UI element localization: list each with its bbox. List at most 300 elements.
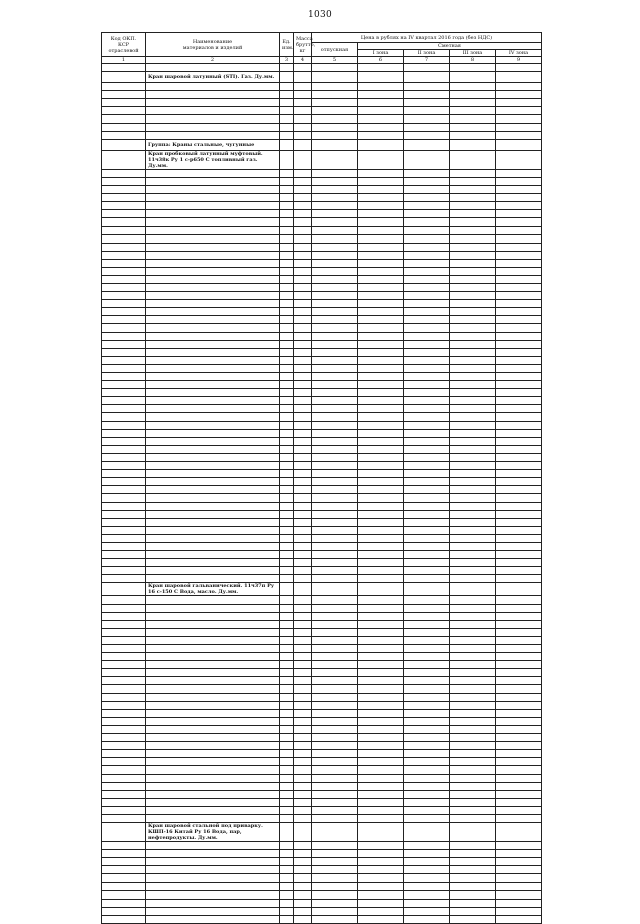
table-cell	[294, 324, 312, 332]
table-cell	[102, 790, 146, 798]
table-cell	[146, 842, 280, 850]
table-cell	[358, 661, 404, 669]
table-cell	[358, 494, 404, 502]
table-cell	[496, 227, 542, 235]
table-cell	[146, 99, 280, 107]
table-cell	[294, 782, 312, 790]
table-cell	[404, 267, 450, 275]
table-cell	[280, 798, 294, 806]
table-cell	[280, 899, 294, 907]
table-cell	[450, 316, 496, 324]
table-cell	[280, 115, 294, 123]
table-row	[102, 421, 542, 429]
table-cell	[102, 177, 146, 185]
table-cell	[496, 64, 542, 72]
table-cell	[404, 202, 450, 210]
table-cell	[294, 453, 312, 461]
table-cell	[294, 661, 312, 669]
table-cell	[450, 858, 496, 866]
table-cell	[102, 653, 146, 661]
table-cell	[294, 596, 312, 604]
table-cell	[496, 348, 542, 356]
table-cell	[358, 243, 404, 251]
table-cell	[312, 604, 358, 612]
table-cell	[312, 677, 358, 685]
table-cell	[496, 899, 542, 907]
table-cell	[294, 774, 312, 782]
table-cell	[450, 677, 496, 685]
table-row	[102, 373, 542, 381]
table-cell	[496, 866, 542, 874]
table-cell	[404, 332, 450, 340]
table-cell	[146, 814, 280, 822]
table-cell	[496, 210, 542, 218]
column-number: 3	[280, 57, 294, 64]
table-cell	[450, 177, 496, 185]
table-cell	[450, 453, 496, 461]
table-cell	[404, 373, 450, 381]
table-row	[102, 551, 542, 559]
table-row	[102, 758, 542, 766]
table-cell	[358, 669, 404, 677]
table-cell	[358, 462, 404, 470]
table-cell	[102, 636, 146, 644]
table-cell	[294, 131, 312, 139]
table-cell	[312, 373, 358, 381]
table-cell	[102, 115, 146, 123]
table-cell	[102, 405, 146, 413]
table-cell	[280, 470, 294, 478]
table-cell	[450, 373, 496, 381]
table-cell	[404, 356, 450, 364]
table-cell	[280, 628, 294, 636]
table-cell	[312, 210, 358, 218]
table-cell	[146, 259, 280, 267]
table-cell	[450, 64, 496, 72]
table-cell	[496, 251, 542, 259]
table-row	[102, 734, 542, 742]
table-cell	[496, 858, 542, 866]
table-cell	[146, 169, 280, 177]
table-cell	[102, 612, 146, 620]
table-cell	[404, 123, 450, 131]
table-cell	[450, 470, 496, 478]
table-cell	[294, 185, 312, 193]
table-cell	[102, 899, 146, 907]
table-cell	[102, 259, 146, 267]
table-cell	[404, 542, 450, 550]
table-cell	[102, 123, 146, 131]
table-cell	[102, 717, 146, 725]
table-cell	[312, 131, 358, 139]
table-cell	[404, 636, 450, 644]
table-cell	[102, 316, 146, 324]
table-cell	[312, 899, 358, 907]
table-cell	[404, 243, 450, 251]
table-cell	[280, 348, 294, 356]
table-cell	[358, 842, 404, 850]
table-cell	[450, 494, 496, 502]
table-cell	[450, 915, 496, 923]
table-cell	[450, 725, 496, 733]
table-cell	[146, 742, 280, 750]
table-row	[102, 107, 542, 115]
table-cell	[102, 470, 146, 478]
table-cell	[358, 373, 404, 381]
table-cell	[146, 510, 280, 518]
table-cell	[450, 131, 496, 139]
table-cell	[146, 534, 280, 542]
table-cell	[146, 653, 280, 661]
table-cell	[280, 806, 294, 814]
table-cell	[496, 478, 542, 486]
table-row	[102, 259, 542, 267]
table-cell	[146, 413, 280, 421]
table-cell	[450, 526, 496, 534]
table-cell	[450, 766, 496, 774]
table-cell	[496, 551, 542, 559]
table-row	[102, 348, 542, 356]
table-cell	[358, 907, 404, 915]
table-cell	[146, 596, 280, 604]
table-cell	[358, 348, 404, 356]
table-cell	[450, 397, 496, 405]
table-cell	[496, 653, 542, 661]
table-cell	[358, 202, 404, 210]
table-cell	[496, 202, 542, 210]
table-cell	[312, 510, 358, 518]
table-cell	[358, 915, 404, 923]
table-cell	[312, 381, 358, 389]
table-cell	[450, 243, 496, 251]
table-row	[102, 243, 542, 251]
table-cell	[404, 64, 450, 72]
table-cell	[358, 882, 404, 890]
table-row	[102, 636, 542, 644]
table-cell	[102, 421, 146, 429]
table-cell	[496, 185, 542, 193]
table-cell	[146, 177, 280, 185]
table-cell	[450, 251, 496, 259]
table-cell	[146, 750, 280, 758]
table-cell	[312, 453, 358, 461]
table-cell	[404, 882, 450, 890]
table-row	[102, 858, 542, 866]
table-cell	[102, 526, 146, 534]
table-cell	[312, 389, 358, 397]
table-cell	[280, 185, 294, 193]
table-cell	[280, 340, 294, 348]
table-cell	[312, 123, 358, 131]
table-cell	[312, 227, 358, 235]
table-cell	[294, 842, 312, 850]
table-row	[102, 899, 542, 907]
table-cell	[146, 774, 280, 782]
table-cell	[358, 814, 404, 822]
table-cell	[312, 445, 358, 453]
table-row	[102, 526, 542, 534]
table-cell	[146, 559, 280, 567]
table-cell	[358, 185, 404, 193]
table-row	[102, 202, 542, 210]
unit-column-header: Ед. изм.	[280, 33, 294, 57]
table-cell	[358, 381, 404, 389]
table-cell	[294, 677, 312, 685]
table-cell	[404, 645, 450, 653]
table-cell	[496, 316, 542, 324]
table-cell	[358, 413, 404, 421]
table-row	[102, 604, 542, 612]
table-cell	[312, 332, 358, 340]
table-cell	[450, 742, 496, 750]
table-cell	[358, 429, 404, 437]
table-cell	[312, 742, 358, 750]
table-cell	[404, 874, 450, 882]
table-cell	[496, 604, 542, 612]
table-cell	[102, 915, 146, 923]
table-cell	[294, 486, 312, 494]
table-row	[102, 429, 542, 437]
table-cell	[312, 275, 358, 283]
column-number: 5	[312, 57, 358, 64]
table-row	[102, 542, 542, 550]
table-cell	[496, 842, 542, 850]
table-cell	[496, 717, 542, 725]
table-cell	[294, 534, 312, 542]
table-cell	[450, 874, 496, 882]
table-cell	[312, 534, 358, 542]
table-cell	[358, 259, 404, 267]
table-cell	[146, 275, 280, 283]
table-cell	[102, 397, 146, 405]
table-cell	[358, 275, 404, 283]
table-cell	[450, 502, 496, 510]
table-cell	[496, 462, 542, 470]
section-heading-row	[102, 150, 542, 169]
table-cell	[294, 907, 312, 915]
table-cell	[450, 575, 496, 583]
table-cell	[358, 235, 404, 243]
table-cell	[280, 620, 294, 628]
table-cell	[102, 575, 146, 583]
table-cell	[280, 774, 294, 782]
table-cell	[294, 421, 312, 429]
table-row	[102, 99, 542, 107]
table-cell	[312, 185, 358, 193]
table-cell	[404, 364, 450, 372]
table-cell	[280, 64, 294, 72]
table-cell	[146, 243, 280, 251]
table-cell	[280, 292, 294, 300]
table-cell	[404, 806, 450, 814]
table-cell	[102, 364, 146, 372]
table-cell	[358, 267, 404, 275]
table-cell	[146, 91, 280, 99]
table-cell	[450, 542, 496, 550]
table-cell	[280, 397, 294, 405]
table-cell	[146, 907, 280, 915]
table-cell	[404, 575, 450, 583]
table-cell	[102, 725, 146, 733]
table-cell	[102, 620, 146, 628]
table-cell	[404, 185, 450, 193]
table-cell	[102, 567, 146, 575]
table-cell	[496, 806, 542, 814]
table-cell	[450, 798, 496, 806]
table-body	[102, 64, 542, 924]
table-cell	[312, 907, 358, 915]
table-cell	[102, 210, 146, 218]
table-cell	[496, 445, 542, 453]
table-cell	[146, 308, 280, 316]
table-cell	[312, 750, 358, 758]
table-cell	[358, 316, 404, 324]
table-cell	[312, 107, 358, 115]
table-cell	[404, 758, 450, 766]
table-cell	[450, 421, 496, 429]
table-cell	[358, 551, 404, 559]
table-cell	[146, 267, 280, 275]
table-cell	[146, 115, 280, 123]
table-cell	[496, 701, 542, 709]
table-cell	[102, 782, 146, 790]
table-row	[102, 437, 542, 445]
table-row	[102, 462, 542, 470]
table-cell	[294, 210, 312, 218]
table-cell	[280, 725, 294, 733]
table-cell	[496, 267, 542, 275]
table-cell	[450, 169, 496, 177]
table-cell	[312, 551, 358, 559]
table-cell	[312, 397, 358, 405]
table-cell	[496, 596, 542, 604]
zone4-column-header: IV зона	[496, 50, 542, 57]
table-cell	[102, 882, 146, 890]
table-cell	[312, 559, 358, 567]
table-row	[102, 790, 542, 798]
table-row	[102, 693, 542, 701]
table-cell	[312, 701, 358, 709]
table-cell	[358, 701, 404, 709]
table-row	[102, 661, 542, 669]
table-cell	[312, 292, 358, 300]
table-cell	[450, 185, 496, 193]
table-cell	[102, 453, 146, 461]
price-table	[101, 32, 542, 924]
table-cell	[280, 227, 294, 235]
table-cell	[404, 628, 450, 636]
table-cell	[146, 107, 280, 115]
table-cell	[102, 235, 146, 243]
table-cell	[146, 300, 280, 308]
table-cell	[146, 429, 280, 437]
table-cell	[312, 83, 358, 91]
table-cell	[404, 437, 450, 445]
table-cell	[294, 462, 312, 470]
table-cell	[146, 364, 280, 372]
table-row	[102, 283, 542, 291]
table-cell	[280, 300, 294, 308]
table-row	[102, 620, 542, 628]
table-row	[102, 64, 542, 72]
table-row	[102, 798, 542, 806]
table-cell	[404, 814, 450, 822]
table-cell	[404, 462, 450, 470]
table-cell	[404, 494, 450, 502]
table-cell	[358, 210, 404, 218]
table-cell	[312, 259, 358, 267]
table-cell	[102, 332, 146, 340]
table-cell	[404, 734, 450, 742]
table-cell	[146, 194, 280, 202]
table-cell	[280, 567, 294, 575]
table-row	[102, 725, 542, 733]
section-heading-row	[102, 823, 542, 842]
zone3-column-header: III зона	[450, 50, 496, 57]
table-cell	[294, 259, 312, 267]
table-cell	[450, 628, 496, 636]
table-cell	[450, 429, 496, 437]
table-cell	[312, 486, 358, 494]
table-cell	[358, 283, 404, 291]
table-cell	[294, 348, 312, 356]
table-cell	[404, 169, 450, 177]
table-cell	[358, 332, 404, 340]
table-cell	[404, 348, 450, 356]
table-cell	[312, 782, 358, 790]
table-cell	[280, 750, 294, 758]
table-cell	[102, 194, 146, 202]
table-cell	[496, 332, 542, 340]
table-cell	[496, 502, 542, 510]
table-cell	[404, 131, 450, 139]
table-cell	[280, 364, 294, 372]
table-cell	[102, 429, 146, 437]
table-cell	[404, 478, 450, 486]
table-cell	[312, 364, 358, 372]
table-cell	[146, 470, 280, 478]
table-cell	[294, 725, 312, 733]
table-cell	[312, 478, 358, 486]
table-cell	[280, 429, 294, 437]
table-cell	[102, 308, 146, 316]
table-cell	[102, 107, 146, 115]
table-cell	[280, 494, 294, 502]
table-cell	[280, 701, 294, 709]
table-cell	[404, 915, 450, 923]
table-cell	[146, 620, 280, 628]
table-row	[102, 340, 542, 348]
table-row	[102, 701, 542, 709]
table-cell	[404, 210, 450, 218]
table-cell	[496, 636, 542, 644]
table-cell	[294, 798, 312, 806]
table-cell	[102, 874, 146, 882]
table-cell	[496, 405, 542, 413]
table-cell	[404, 324, 450, 332]
table-cell	[450, 567, 496, 575]
table-cell	[294, 478, 312, 486]
table-cell	[358, 534, 404, 542]
section-heading-row	[102, 72, 542, 83]
table-cell	[294, 356, 312, 364]
table-cell	[312, 169, 358, 177]
table-cell	[312, 866, 358, 874]
table-cell	[496, 620, 542, 628]
table-cell	[312, 774, 358, 782]
table-cell	[404, 397, 450, 405]
table-cell	[404, 83, 450, 91]
